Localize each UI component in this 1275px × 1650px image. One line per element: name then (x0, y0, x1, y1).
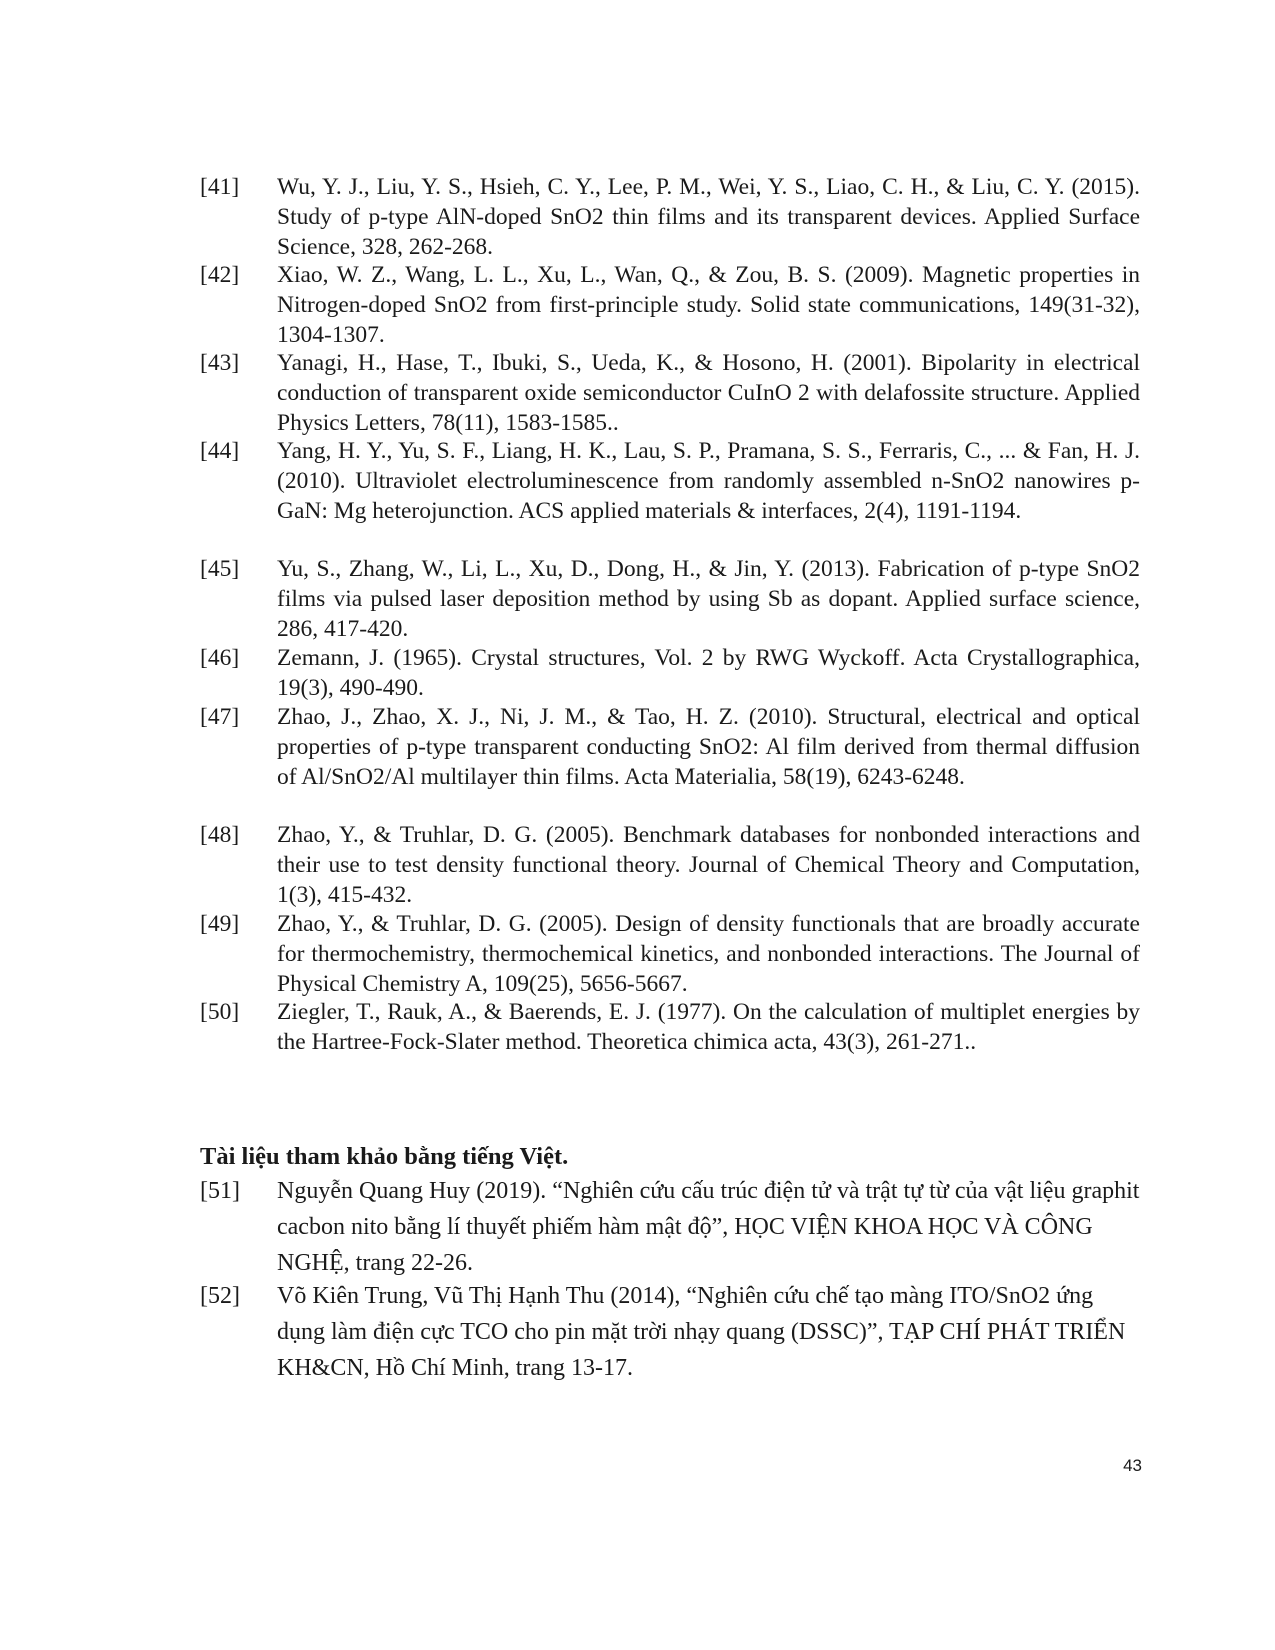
reference-text: Zhao, Y., & Truhlar, D. G. (2005). Benchmark databases for nonbonded interactions and their use to test density functional theory. Journal of Chemical Theory and Computation, 1(3), 415-432. (277, 822, 1140, 908)
reference-41 (200, 172, 1140, 262)
reference-44 (200, 436, 1140, 526)
reference-number: [52] (200, 1283, 240, 1309)
reference-number: [44] (200, 438, 240, 464)
reference-text: Zemann, J. (1965). Crystal structures, Vol. 2 by RWG Wyckoff. Acta Crystallographica, 19(3), 490-490. (277, 645, 1140, 701)
reference-number: [41] (200, 174, 240, 200)
reference-number: [48] (200, 822, 240, 848)
reference-47 (200, 702, 1140, 792)
reference-text: Nguyễn Quang Huy (2019). “Nghiên cứu cấu trúc điện tử và trật tự từ của vật liệu graphit cacbon nito bằng lí thuyết phiếm hàm mật độ”, HỌC VIỆN KHOA HỌC VÀ CÔNG NGHỆ, trang 22-26. (277, 1178, 1140, 1276)
reference-46 (200, 643, 1140, 703)
reference-text: Ziegler, T., Rauk, A., & Baerends, E. J. (1977). On the calculation of multiplet energies by the Hartree-Fock-Slater method. Theoretica chimica acta, 43(3), 261-271.. (277, 999, 1140, 1055)
reference-51 (200, 1173, 1140, 1281)
reference-48 (200, 820, 1140, 910)
reference-49 (200, 909, 1140, 999)
reference-number: [50] (200, 999, 240, 1025)
reference-42 (200, 260, 1140, 350)
page-number: 43 (1123, 1456, 1142, 1475)
reference-number: [46] (200, 645, 240, 671)
reference-text: Zhao, J., Zhao, X. J., Ni, J. M., & Tao, H. Z. (2010). Structural, electrical and optical properties of p-type transparent conducting SnO2: Al film derived from thermal diffusion of Al/SnO2/Al multilayer thin films. Acta Materialia, 58(19), 6243-6248. (277, 704, 1140, 790)
reference-text: Yang, H. Y., Yu, S. F., Liang, H. K., Lau, S. P., Pramana, S. S., Ferraris, C., ... & Fan, H. J. (2010). Ultraviolet electroluminescence from randomly assembled n-SnO2 nanowires p-GaN: Mg heterojunction. ACS applied materials & interfaces, 2(4), 1191-1194. (277, 438, 1140, 524)
reference-number: [49] (200, 911, 240, 937)
reference-text: Yu, S., Zhang, W., Li, L., Xu, D., Dong, H., & Jin, Y. (2013). Fabrication of p-type SnO2 films via pulsed laser deposition method by using Sb as dopant. Applied surface science, 286, 417-420. (277, 556, 1140, 642)
vietnamese-references-heading: Tài liệu tham khảo bằng tiếng Việt. (200, 1143, 569, 1170)
reference-text: Võ Kiên Trung, Vũ Thị Hạnh Thu (2014), “Nghiên cứu chế tạo màng ITO/SnO2 ứng dụng làm điện cực TCO cho pin mặt trời nhạy quang (DSSC)”, TẠP CHÍ PHÁT TRIỂN KH&CN, Hồ Chí Minh, trang 13-17. (277, 1283, 1126, 1381)
reference-50 (200, 997, 1140, 1057)
reference-45 (200, 554, 1140, 644)
reference-43 (200, 348, 1140, 438)
reference-number: [43] (200, 350, 240, 376)
reference-number: [47] (200, 704, 240, 730)
reference-number: [51] (200, 1178, 240, 1204)
reference-text: Yanagi, H., Hase, T., Ibuki, S., Ueda, K., & Hosono, H. (2001). Bipolarity in electrical conduction of transparent oxide semiconductor CuInO 2 with delafossite structure. Applied Physics Letters, 78(11), 1583-1585.. (277, 350, 1140, 436)
reference-text: Zhao, Y., & Truhlar, D. G. (2005). Design of density functionals that are broadly accurate for thermochemistry, thermochemical kinetics, and nonbonded interactions. The Journal of Physical Chemistry A, 109(25), 5656-5667. (277, 911, 1140, 997)
reference-text: Xiao, W. Z., Wang, L. L., Xu, L., Wan, Q., & Zou, B. S. (2009). Magnetic properties in Nitrogen-doped SnO2 from first-principle study. Solid state communications, 149(31-32), 1304-1307. (277, 262, 1140, 348)
reference-text: Wu, Y. J., Liu, Y. S., Hsieh, C. Y., Lee, P. M., Wei, Y. S., Liao, C. H., & Liu, C. Y. (2015). Study of p-type AlN-doped SnO2 thin films and its transparent devices. Applied Surface Science, 328, 262-268. (277, 174, 1140, 260)
reference-number: [42] (200, 262, 240, 288)
reference-52 (200, 1278, 1140, 1386)
reference-number: [45] (200, 556, 240, 582)
